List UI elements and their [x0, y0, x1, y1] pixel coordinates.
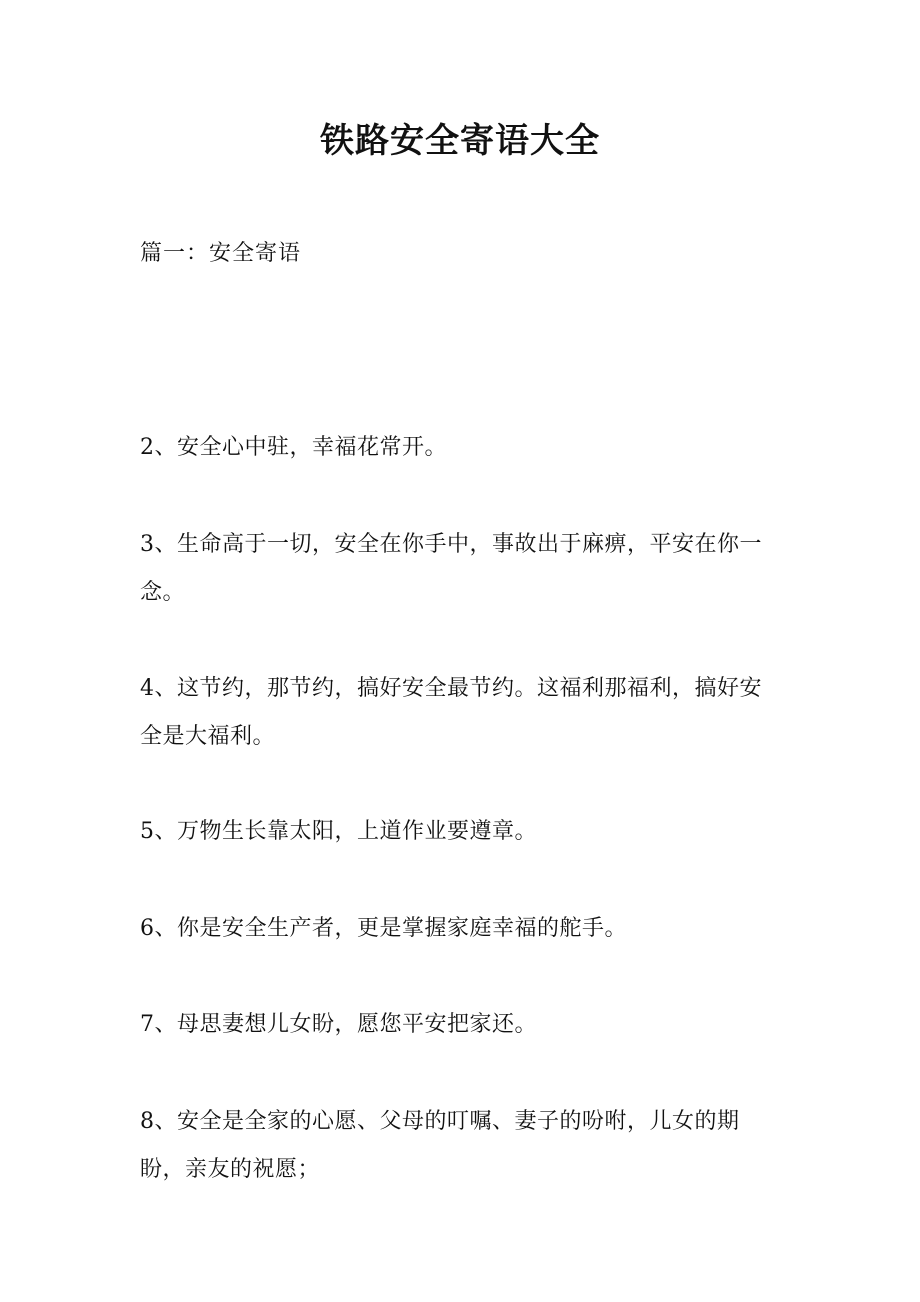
document-title: 铁路安全寄语大全: [320, 121, 600, 161]
slogan-item-3: 3、生命高于一切，安全在你手中，事故出于麻痹，平安在你一念。: [140, 532, 762, 605]
slogan-item-5: 5、万物生长靠太阳，上道作业要遵章。: [140, 819, 537, 844]
slogan-item-7: 7、母思妻想儿女盼，愿您平安把家还。: [140, 1012, 537, 1037]
slogan-item-4: 4、这节约，那节约，搞好安全最节约。这福利那福利，搞好安全是大福利。: [140, 676, 762, 749]
slogan-item-6: 6、你是安全生产者，更是掌握家庭幸福的舵手。: [140, 916, 627, 941]
slogan-item-2: 2、安全心中驻，幸福花常开。: [140, 435, 447, 460]
slogan-item-8: 8、安全是全家的心愿、父母的叮嘱、妻子的吩咐，儿女的期盼，亲友的祝愿；: [140, 1109, 740, 1182]
section-label: 篇一：安全寄语: [140, 241, 302, 266]
